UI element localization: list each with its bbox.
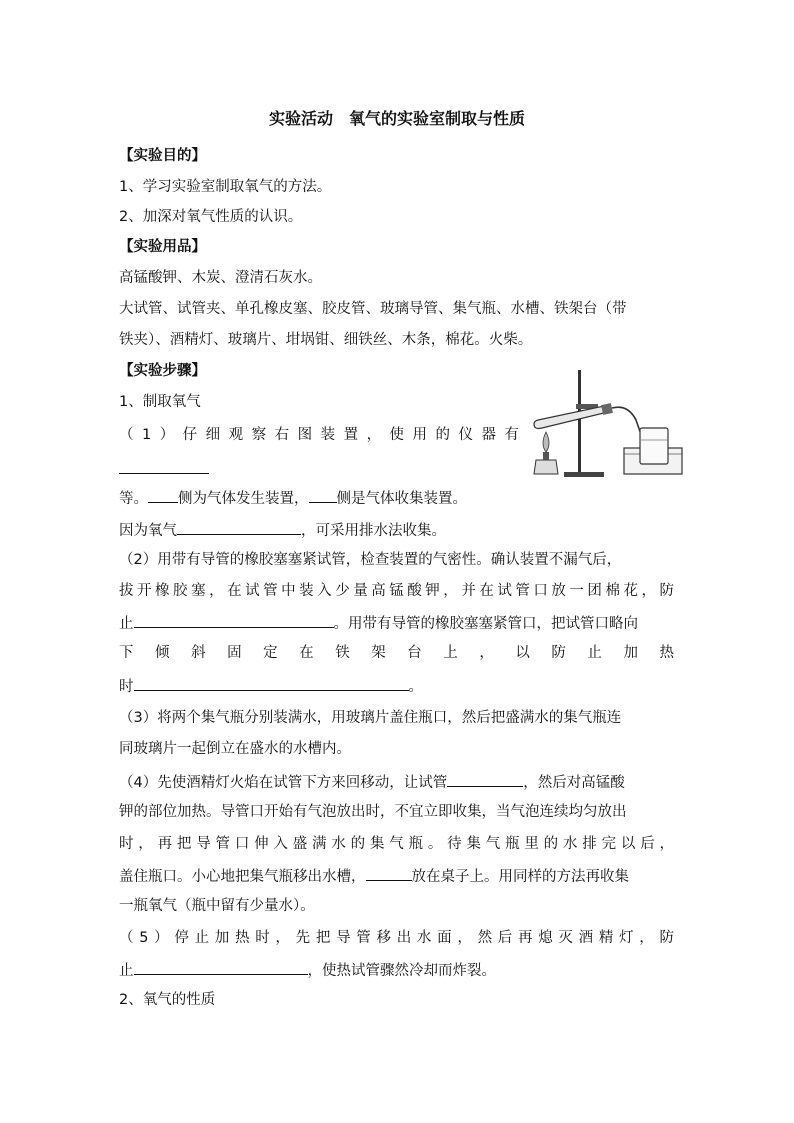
step1-q1-blank-row: [119, 458, 209, 480]
step1-q2-line-5: [119, 675, 423, 697]
materials-equipment-1: 大试管、试管夹、单孔橡皮塞、胶皮管、玻璃导管、集气瓶、水槽、铁架台（带: [119, 301, 627, 317]
text-segment: 。用带有导管的橡胶塞塞紧管口，把试管口略向: [333, 616, 638, 632]
answer-blank-right-side[interactable]: [309, 487, 337, 503]
alcohol-lamp: [534, 460, 558, 474]
step1-q3-line-2: 同玻璃片一起倒立在盛水的水槽内。: [119, 741, 351, 757]
step1-q3-line-1: （3）将两个集气瓶分别装满水，用玻璃片盖住瓶口，然后把盛满水的集气瓶连: [119, 710, 622, 726]
answer-blank-instruments[interactable]: [119, 458, 209, 474]
text-segment: 放在桌子上。用同样的方法再收集: [411, 869, 629, 885]
text-segment: ，使热试管骤然冷却而炸裂。: [307, 963, 496, 979]
text-segment: 侧是气体收集装置。: [336, 491, 467, 507]
purpose-item-1: 1、学习实验室制取氧气的方法。: [119, 179, 332, 195]
step1-q2-line-2: 拔开橡胶塞，在试管中装入少量高锰酸钾，并在试管口放一团棉花，防: [119, 583, 674, 599]
step2-heading: 2、氧气的性质: [119, 992, 216, 1008]
answer-blank-heat-evenly[interactable]: [447, 771, 523, 787]
materials-chemicals: 高锰酸钾、木炭、澄清石灰水。: [119, 270, 322, 286]
stand-rod: [578, 370, 581, 474]
answer-blank-bottle-orientation[interactable]: [366, 865, 412, 881]
text-segment: ，然后对高锰酸: [523, 775, 625, 791]
answer-blank-stop-heating[interactable]: [134, 959, 308, 975]
text-segment: ，可采用排水法收集。: [301, 523, 446, 539]
step1-q1-text: （1）仔细观察右图装置，使用的仪器有: [119, 427, 519, 443]
text-segment: 侧为气体发生装置，: [178, 491, 309, 507]
text-segment: 等。: [119, 491, 148, 507]
step1-q1-sides-row: [119, 487, 467, 509]
step1-q5-line-2: [119, 959, 496, 981]
text-segment: 盖住瓶口。小心地把集气瓶移出水槽，: [119, 869, 366, 885]
step1-q4-line-5: 一瓶氧气（瓶中留有少量水）。: [119, 898, 315, 914]
oxygen-apparatus-figure: [520, 368, 685, 483]
stand-base: [564, 472, 604, 477]
text-segment: 。: [408, 679, 423, 695]
purpose-item-2: 2、加深对氧气性质的认识。: [119, 209, 303, 225]
step1-q5-line-1: （5）停止加热时，先把导管移出水面，然后再熄灭酒精灯，防: [119, 930, 674, 946]
step1-q4-line-3: 时，再把导管口伸入盛满水的集气瓶。待集气瓶里的水排完以后，: [119, 836, 674, 852]
step1-q2-line-4: 下 倾 斜 固 定 在 铁 架 台 上 ， 以 防 止 加 热: [119, 645, 674, 661]
answer-blank-left-side[interactable]: [148, 487, 178, 503]
answer-blank-cotton-purpose[interactable]: [134, 612, 334, 628]
materials-heading: 【实验用品】: [119, 239, 206, 255]
text-segment: 止: [119, 963, 134, 979]
step1-oxygen-row: [119, 519, 446, 541]
answer-blank-oxygen-property[interactable]: [177, 519, 301, 535]
flame-icon: [543, 432, 549, 452]
step1-q2-line-1: （2）用带有导管的橡胶塞塞紧试管，检查装置的气密性。确认装置不漏气后，: [119, 552, 622, 568]
step1-q4-line-4: [119, 865, 629, 887]
purpose-heading: 【实验目的】: [119, 148, 206, 164]
answer-blank-tilt-purpose[interactable]: [134, 675, 409, 691]
text-segment: （4）先使酒精灯火焰在试管下方来回移动，让试管: [119, 775, 448, 791]
step1-q4-line-2: 钾的部位加热。导管口开始有气泡放出时，不宜立即收集，当气泡连续均匀放出: [119, 804, 627, 820]
step1-q4-line-1: [119, 771, 625, 793]
step1-q2-line-3: [119, 612, 638, 634]
steps-heading: 【实验步骤】: [119, 363, 206, 379]
text-segment: 因为氧气: [119, 523, 177, 539]
lamp-wick: [543, 452, 549, 460]
rubber-stopper: [601, 403, 613, 415]
materials-equipment-2: 铁夹）、酒精灯、玻璃片、坩埚钳、细铁丝、木条，棉花。火柴。: [119, 332, 533, 348]
gas-collection-bottle: [640, 428, 668, 464]
text-segment: 时: [119, 679, 134, 695]
text-segment: 止: [119, 616, 134, 632]
test-tube: [534, 406, 608, 429]
page-title: 实验活动 氧气的实验室制取与性质: [268, 109, 525, 128]
step1-heading: 1、制取氧气: [119, 394, 201, 410]
